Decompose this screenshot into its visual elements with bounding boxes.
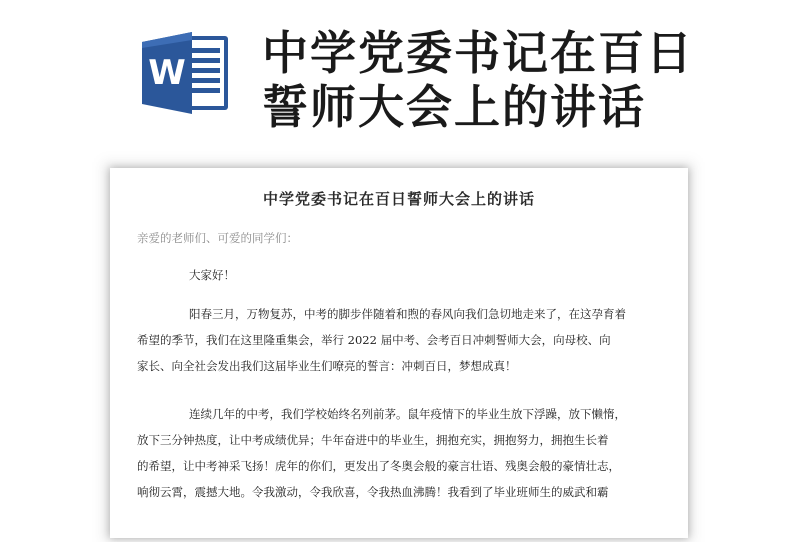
paragraph-1 (137, 301, 657, 379)
header-banner (0, 0, 800, 150)
page-title-line-2: 誓师大会上的讲话 (262, 80, 646, 134)
paragraph-2 (137, 401, 657, 505)
page-title (262, 26, 782, 134)
greeting-paragraph (137, 262, 657, 288)
paragraph-line: 放下三分钟热度，让中考成绩优异；牛年奋进中的毕业生，拥抱充实，拥抱努力，拥抱生长着 (137, 433, 609, 447)
page-title-line-1: 中学党委书记在百日 (262, 26, 694, 80)
document-salutation: 亲爱的老师们、可爱的同学们： (137, 231, 298, 245)
greeting-line: 大家好！ (189, 268, 235, 282)
document-title: 中学党委书记在百日誓师大会上的讲话 (262, 190, 535, 208)
paragraph-line: 的希望，让中考神采飞扬！虎年的你们，更发出了冬奥会般的豪言壮语、残奥会般的豪情壮志， (137, 459, 620, 473)
paragraph-line: 响彻云霄，震撼大地。令我激动，令我欣喜，令我热血沸腾！我看到了毕业班师生的威武和霸 (137, 485, 609, 499)
paragraph-line: 阳春三月，万物复苏，中考的脚步伴随着和煦的春风向我们急切地走来了，在这孕育着 (189, 307, 626, 321)
svg-text:W: W (148, 53, 186, 93)
document-page (110, 168, 688, 538)
paragraph-line: 家长、向全社会发出我们这届毕业生们嘹亮的誓言：冲刺百日，梦想成真！ (137, 359, 517, 373)
paragraph-line: 连续几年的中考，我们学校始终名列前茅。鼠年疫情下的毕业生放下浮躁，放下懒惰， (189, 407, 626, 421)
word-icon (140, 30, 232, 116)
paragraph-line: 希望的季节，我们在这里隆重集会，举行 2022 届中考、会考百日冲刺誓师大会，向母校、向 (137, 333, 611, 347)
